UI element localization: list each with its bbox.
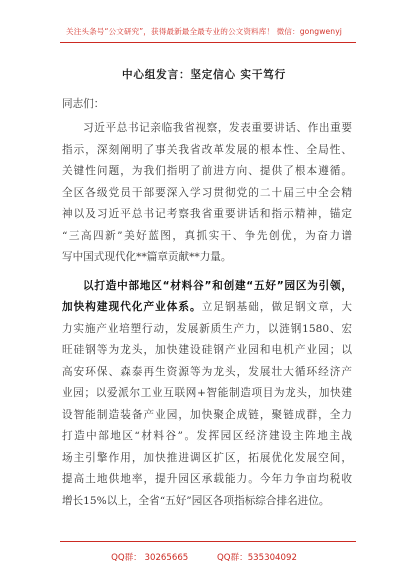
bold-heading-text: 以打造中部地区“材料谷”和创建“五好”园区为引领， <box>83 279 352 292</box>
text-line: 场主引擎作用，加快推进调区扩区，拓展优化发展空间， <box>62 451 352 464</box>
paragraph-2 <box>62 276 352 513</box>
text-line: 增长15%以上，全省“五好”园区各项指标综合排名进位。 <box>62 494 330 507</box>
text-line: 高安环保、森泰再生资源等为龙头，发展壮大循环经济产 <box>62 365 352 378</box>
text-line: 习近平总书记亲临我省视察，发表重要讲话、作出重要 <box>83 122 352 134</box>
text-line <box>62 297 352 319</box>
header-banner: 关注头条号“公文研究”，获得最新最全最专业的公文资料库！ 微信：gongwenyj <box>66 27 342 36</box>
text-line: 力实施产业培塑行动，发展新质生产力，以涟钢1580、宏 <box>62 322 352 335</box>
text-line: 神以及习近平总书记考察我省重要讲话和指示精神，锚定 <box>62 208 352 220</box>
document-title: 中心组发言：坚定信心 实干笃行 <box>122 69 286 81</box>
text-line: 指示，深刻阐明了事关我省改革发展的根本性、全局性、 <box>62 143 352 156</box>
text-line <box>62 276 352 298</box>
text-line: 全区各级党员干部要深入学习贯彻党的二十届三中全会精 <box>62 186 352 199</box>
text-line: 业园；以爱派尔工业互联网+智能制造项目为龙头，加快建 <box>62 387 352 399</box>
document-body <box>62 118 352 512</box>
text-line: 旺硅钢等为龙头，加快建设硅钢产业园和电机产业园；以 <box>62 344 352 356</box>
text-line: 写中国式现代化**篇章贡献**力量。 <box>62 251 232 263</box>
text-line: 设智能制造装备产业园，加快聚企成链，聚链成群，全力 <box>62 408 352 421</box>
paragraph-1 <box>62 118 352 269</box>
footer <box>0 551 408 563</box>
text-line: 关键性问题，为我们指明了前进方向、提供了根本遵循。 <box>62 165 352 177</box>
qq-group-2: QQ群：535304092 <box>217 553 297 563</box>
text-line: 打造中部地区“材料谷”。发挥园区经济建设主阵地主战 <box>62 430 352 442</box>
header-divider <box>60 42 356 43</box>
bold-heading-text: 加快构建现代化产业体系。 <box>62 301 202 313</box>
footer-divider <box>60 541 356 542</box>
body-text: 立足钢基础，做足钢文章，大 <box>201 301 352 313</box>
qq-group-1: QQ群： 30265665 <box>111 553 189 563</box>
salutation: 同志们： <box>62 98 105 110</box>
text-line: 提高土地供地率，提升园区承载能力。今年力争亩均税收 <box>62 473 352 485</box>
text-line: “三高四新”美好蓝图，真抓实干、争先创优，为奋力谱 <box>62 229 352 242</box>
